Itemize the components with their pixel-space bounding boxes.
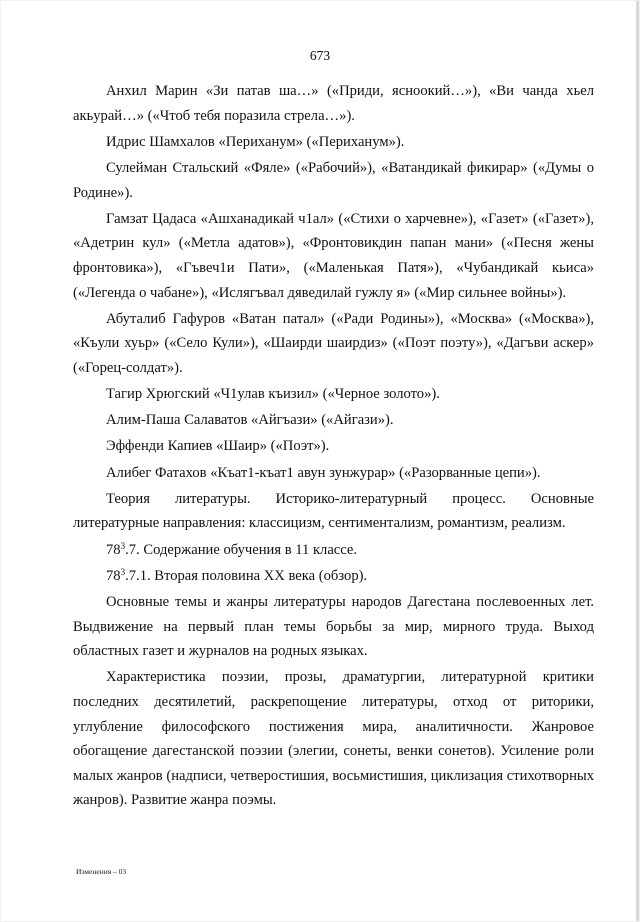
paragraph-theory: Теория литературы. Историко-литературный процесс. Основные литературные направления: классицизм, сентиментализм, романтизм, реализм. <box>73 490 594 532</box>
paragraph-salavatov: Алим-Паша Салаватов «Айгъази» («Айгази»). <box>106 412 394 429</box>
paragraph-khryugsky: Тагир Хрюгский «Ч1улав къизил» («Черное золото»). <box>106 386 440 403</box>
paragraph-kapiev: Эффенди Капиев «Шаир» («Поэт»). <box>106 438 330 455</box>
page-number: 673 <box>309 48 331 63</box>
section-number: 78 <box>106 567 121 584</box>
paragraph-stalsky: Сулейман Стальский «Фяле» («Рабочий»), «Ватандикай фикирар» («Думы о Родине»). <box>73 159 594 201</box>
section-heading-text: .7.1. Вторая половина XX века (обзор). <box>125 567 368 584</box>
footer-revision-note: Изменения – 03 <box>76 867 127 876</box>
section-heading-second-half <box>73 564 594 589</box>
section-heading-text: .7. Содержание обучения в 11 классе. <box>125 541 358 558</box>
body-text <box>73 79 594 815</box>
section-superscript: 3 <box>120 566 126 577</box>
paragraph-marin: Анхил Марин «Зи патав ша…» («Приди, ясноокий…»), «Ви чанда хьел акьурай…» («Чтоб тебя поразила стрела…»). <box>73 83 594 124</box>
paragraph-tsadasa: Гамзат Цадаса «Ашханадикай ч1ал» («Стихи о харчевне»), «Газет» («Газет»), «Адетрин кул» («Метла адатов»), «Фронтовикдин папан мани» («Песня жены фронтовика»), «Гъвеч1и Пати», («Маленькая Патя»), «Чубандикай кьиса» («Легенда о чабане»), «Ислягъвал дяведилай гужлу я» («Мир сильнее войны»). <box>73 210 594 301</box>
paragraph-fatakhov: Алибег Фатахов «Къат1-къат1 авун зунжурар» («Разорванные цепи»). <box>106 464 541 481</box>
paragraph-gafurov: Абуталиб Гафуров «Ватан патал» («Ради Родины»), «Москва» («Москва»), «Къули хуьр» («Село Кули»), «Шаирди шаирдиз» («Поэт поэту»), «Дагъви аскер» («Горец-солдат»). <box>73 310 594 376</box>
paragraph-shamkhalov: Идрис Шамхалов «Периханум» («Периханум»). <box>106 133 405 150</box>
section-superscript: 3 <box>120 540 126 551</box>
section-heading-11-class <box>73 538 594 563</box>
paragraph-postwar-themes: Основные темы и жанры литературы народов Дагестана послевоенных лет. Выдвижение на первый план темы борьбы за мир, мирного труда. Выход областных газет и журналов на родных языках. <box>73 594 594 660</box>
section-number: 78 <box>106 541 121 558</box>
paragraph-poetry-characteristics: Характеристика поэзии, прозы, драматургии, литературной критики последних десятилетий, раскрепощение литературы, отход от риторики, углубление философского постижения мира, аналитичности. Жанровое обогащение дагестанской поэзии (элегии, сонеты, венки сонетов). Усиление роли малых жанров (надписи, четверостишия, восьмистишия, циклизация стихотворных жанров). Развитие жанра поэмы. <box>73 669 594 809</box>
